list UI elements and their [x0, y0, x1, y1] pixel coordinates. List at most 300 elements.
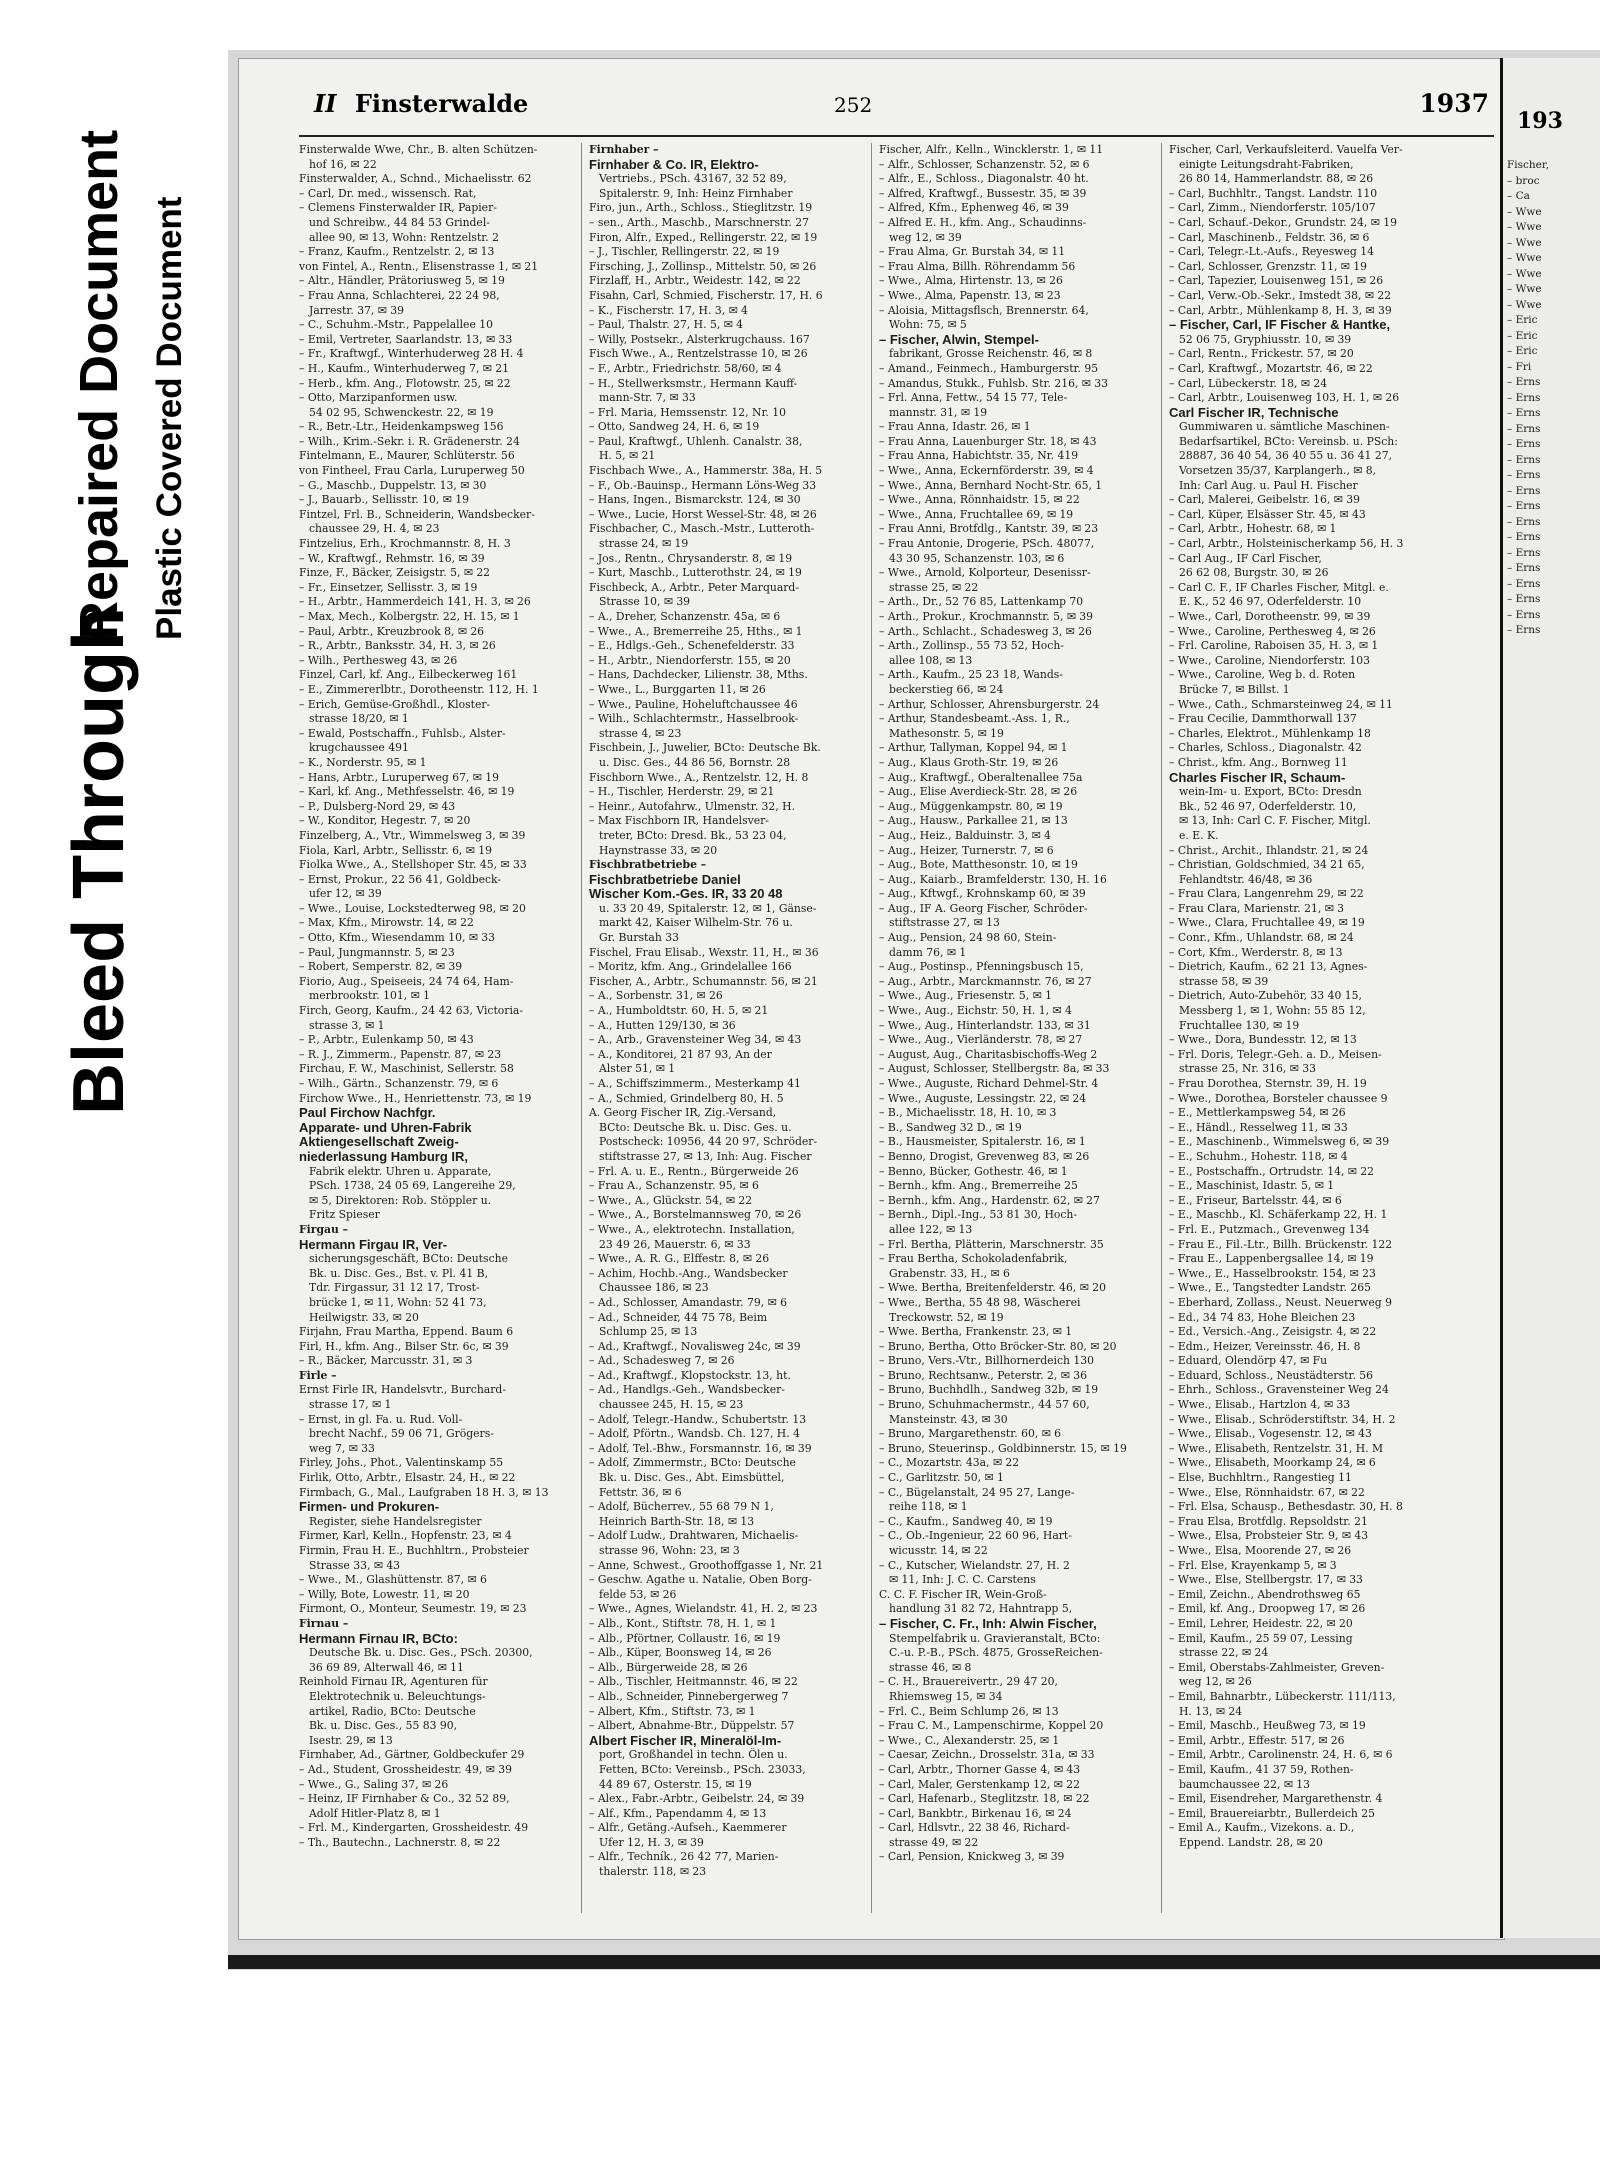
directory-entry: – Wwe., G., Saling 37, ✉ 26	[299, 1777, 449, 1791]
directory-entry: – Wwe., Dorothea, Borsteler chaussee 9	[1169, 1091, 1388, 1105]
directory-entry: – Frl. Doris, Telegr.-Geh. a. D., Meisen-	[1169, 1047, 1382, 1061]
directory-entry: Finze, F., Bäcker, Zeisigstr. 5, ✉ 22	[299, 566, 491, 580]
directory-entry: – Ed., 34 74 83, Hohe Bleichen 23	[1169, 1310, 1356, 1324]
directory-entry: Firgau –	[299, 1222, 349, 1236]
directory-entry: 26 62 08, Burgstr. 30, ✉ 26	[1179, 566, 1329, 580]
adjacent-page-line: – Erns	[1507, 577, 1541, 590]
directory-entry: – E., Maschinenb., Wimmelsweg 6, ✉ 39	[1169, 1135, 1390, 1149]
volume-number: II	[314, 89, 337, 118]
directory-entry: – Wwe., Anna, Rönnhaidstr. 15, ✉ 22	[879, 493, 1080, 507]
directory-entry: – Wilh., Krim.-Sekr. i. R. Grädenerstr. 24	[299, 434, 520, 448]
directory-entry: – Emil, Kaufm., 41 37 59, Rothen-	[1169, 1762, 1354, 1776]
directory-entry: Firjahn, Frau Martha, Eppend. Baum 6	[299, 1325, 514, 1339]
directory-entry: – Alex., Fabr.-Arbtr., Geibelstr. 24, ✉ 39	[589, 1792, 805, 1806]
directory-entry: – C., Kutscher, Wielandstr. 27, H. 2	[879, 1558, 1070, 1572]
directory-entry: – Wilh., Perthesweg 43, ✉ 26	[299, 653, 458, 667]
directory-entry: strasse 49, ✉ 22	[889, 1835, 979, 1849]
directory-entry: – Wwe., Elsa, Moorende 27, ✉ 26	[1169, 1544, 1352, 1557]
directory-entry: Jarrestr. 37, ✉ 39	[309, 303, 405, 317]
directory-entry: H. 13, ✉ 24	[1179, 1704, 1243, 1718]
directory-entry: Firnhaber –	[589, 143, 659, 156]
directory-entry: Heinrich Barth-Str. 18, ✉ 13	[599, 1514, 755, 1528]
directory-entry: Apparate- und Uhren-Fabrik	[299, 1120, 472, 1135]
directory-entry: – Cort, Kfm., Werderstr. 8, ✉ 13	[1169, 945, 1343, 959]
directory-entry: – Aug., Arbtr., Marckmannstr. 76, ✉ 27	[879, 974, 1092, 988]
directory-entry: – Jos., Rentn., Chrysanderstr. 8, ✉ 19	[589, 551, 793, 565]
directory-entry: – Bruno, Steuerinsp., Goldbinnerstr. 15, ✉ 19	[879, 1441, 1127, 1455]
directory-entry: chaussee 29, H. 4, ✉ 23	[309, 522, 440, 536]
directory-entry: Firchow Wwe., H., Henriettenstr. 73, ✉ 19	[299, 1091, 532, 1105]
directory-entry: und Schreibw., 44 84 53 Grindel-	[309, 215, 490, 229]
directory-entry: – Wwe., A. R. G., Elffestr. 8, ✉ 26	[589, 1252, 770, 1266]
directory-entry: Inh: Carl Aug. u. Paul H. Fischer	[1179, 478, 1358, 492]
adjacent-page-line: – Wwe	[1507, 205, 1542, 218]
directory-entry: Finsterwalde Wwe, Chr., B. alten Schützen-	[299, 143, 538, 156]
directory-entry: – Benno, Bücker, Gothestr. 46, ✉ 1	[879, 1164, 1068, 1178]
directory-entry: Fischbeck, A., Arbtr., Peter Marquard-	[589, 580, 799, 594]
directory-column-1	[299, 143, 571, 1913]
directory-entry: – Wwe., Elisab., Hartzlon 4, ✉ 33	[1169, 1398, 1351, 1412]
directory-entry: – Fischer, Carl, IF Fischer & Hantke,	[1169, 318, 1391, 333]
directory-entry: – Heinr., Autofahrw., Ulmenstr. 32, H.	[589, 799, 796, 813]
directory-entry: Firmont, O., Monteur, Seumestr. 19, ✉ 23	[299, 1602, 527, 1616]
scanned-page	[228, 50, 1600, 1970]
directory-entry: Aktiengesellschaft Zweig-	[299, 1135, 459, 1150]
directory-entry: – Alb., Kont., Stiftstr. 78, H. 1, ✉ 1	[589, 1616, 777, 1630]
directory-entry: – Alb., Bürgerweide 28, ✉ 26	[589, 1660, 748, 1674]
directory-entry: – Max, Kfm., Mirowstr. 14, ✉ 22	[299, 916, 474, 930]
directory-entry: – Heinz, IF Firnhaber & Co., 32 52 89,	[299, 1792, 510, 1806]
directory-entry: – Emil, Kaufm., 25 59 07, Lessing	[1169, 1631, 1353, 1645]
adjacent-page-line: – Erns	[1507, 624, 1541, 636]
directory-entry: – Conr., Kfm., Uhlandstr. 68, ✉ 24	[1169, 931, 1354, 945]
directory-entry: – Adolf Ludw., Drahtwaren, Michaelis-	[589, 1529, 799, 1543]
year: 1937	[1419, 89, 1489, 118]
directory-entry: – August, Schlosser, Stellbergstr. 8a, ✉ 33	[879, 1062, 1110, 1076]
directory-entry: Firo, jun., Arth., Schloss., Stieglitzstr. 19	[589, 201, 813, 215]
directory-entry: thalerstr. 118, ✉ 23	[599, 1865, 707, 1879]
directory-entry: Bk. u. Disc. Ges., Abt. Eimsbüttel,	[599, 1471, 785, 1485]
directory-entry: brücke 1, ✉ 11, Wohn: 52 41 73,	[309, 1295, 487, 1309]
directory-entry: – Frau Bertha, Schokoladenfabrik,	[879, 1252, 1068, 1266]
directory-entry: – Hans, Arbtr., Luruperweg 67, ✉ 19	[299, 770, 500, 784]
directory-entry: – Arthur, Schlosser, Ahrensburgerstr. 24	[879, 697, 1100, 711]
directory-entry: – Wwe., Caroline, Weg b. d. Roten	[1169, 668, 1356, 682]
directory-entry: – J., Tischler, Rellingerstr. 22, ✉ 19	[589, 245, 780, 259]
directory-entry: 54 02 95, Schwenckestr. 22, ✉ 19	[309, 405, 494, 419]
directory-entry: – Frau Anna, Schlachterei, 22 24 98,	[299, 288, 500, 302]
adjacent-page-line: – Erns	[1507, 422, 1541, 435]
adjacent-page-text	[1507, 158, 1600, 639]
directory-entry: reihe 118, ✉ 1	[889, 1500, 968, 1514]
directory-entry: – Wwe., Caroline, Perthesweg 4, ✉ 26	[1169, 624, 1376, 638]
directory-entry: Fiorio, Aug., Speiseeis, 24 74 64, Ham-	[299, 974, 514, 988]
directory-entry: – Aug., Kraftwgf., Oberaltenallee 75a	[879, 770, 1083, 784]
directory-entry: felde 53, ✉ 26	[599, 1587, 677, 1601]
directory-entry: – Bruno, Buchhdlh., Sandweg 32b, ✉ 19	[879, 1383, 1099, 1397]
directory-entry: – Wwe., Aug., Friesenstr. 5, ✉ 1	[879, 989, 1052, 1003]
directory-entry: Firmer, Karl, Kelln., Hopfenstr. 23, ✉ 4	[299, 1529, 512, 1543]
directory-entry: Tdr. Firgassur, 31 12 17, Trost-	[309, 1281, 480, 1295]
directory-entry: C. C. F. Fischer IR, Wein-Groß-	[879, 1587, 1047, 1601]
directory-entry: – Aug., Elise Averdieck-Str. 28, ✉ 26	[879, 785, 1078, 799]
directory-entry: Albert Fischer IR, Mineralöl-Im-	[589, 1733, 782, 1748]
directory-entry: Fischer, A., Arbtr., Schumannstr. 56, ✉ 21	[589, 974, 818, 988]
directory-entry: – Alfr., E., Schloss., Diagonalstr. 40 ht.	[879, 172, 1089, 186]
directory-entry: PSch. 1738, 24 05 69, Langereihe 29,	[309, 1179, 516, 1193]
directory-entry: – Alfr., Techník., 26 42 77, Marien-	[589, 1850, 779, 1864]
bleed-through-label: Bleed Through	[59, 607, 139, 1115]
directory-entry: Alster 51, ✉ 1	[599, 1062, 676, 1076]
directory-entry: – Emil, kf. Ang., Droopweg 17, ✉ 26	[1169, 1602, 1366, 1616]
directory-entry: – C., Garlitzstr. 50, ✉ 1	[879, 1471, 1004, 1485]
directory-entry: – Emil, Brauereiarbtr., Bullerdeich 25	[1169, 1806, 1375, 1820]
page-number: 252	[834, 93, 873, 117]
directory-entry: von Fintheel, Frau Carla, Luruperweg 50	[299, 464, 525, 478]
directory-entry: Fisch Wwe., A., Rentzelstrasse 10, ✉ 26	[589, 347, 808, 361]
directory-entry: – Ehrh., Schloss., Gravensteiner Weg 24	[1169, 1383, 1389, 1397]
directory-entry: – Frau A., Schanzenstr. 95, ✉ 6	[589, 1179, 759, 1193]
directory-entry: – B., Michaelisstr. 18, H. 10, ✉ 3	[879, 1106, 1057, 1120]
directory-entry: Bk., 52 46 97, Oderfelderstr. 10,	[1179, 799, 1357, 813]
directory-entry: Firnhaber & Co. IR, Elektro-	[589, 157, 759, 172]
directory-entry: – Hans, Dachdecker, Lilienstr. 38, Mths.	[589, 668, 808, 682]
directory-entry: – Emil, Zeichn., Abendrothsweg 65	[1169, 1587, 1361, 1601]
adjacent-page-line: – Eric	[1507, 329, 1538, 342]
directory-entry: – Frl. E., Putzmach., Grevenweg 134	[1169, 1222, 1370, 1236]
directory-entry: – Wwe., M., Glashüttenstr. 87, ✉ 6	[299, 1573, 487, 1587]
directory-entry: – Christ., kfm. Ang., Bornweg 11	[1169, 755, 1348, 769]
directory-entry: – Caesar, Zeichn., Drosselstr. 31a, ✉ 33	[879, 1748, 1095, 1762]
directory-entry: Deutsche Bk. u. Disc. Ges., PSch. 20300,	[309, 1646, 533, 1660]
adjacent-page-year: 193	[1517, 108, 1563, 134]
directory-entry: – Wwe., A., Borstelmannsweg 70, ✉ 26	[589, 1208, 802, 1222]
directory-entry: weg 7, ✉ 33	[309, 1441, 375, 1455]
directory-entry: – Clemens Finsterwalder IR, Papier-	[299, 201, 497, 215]
directory-entry: – Bernh., Dipl.-Ing., 53 81 30, Hoch-	[879, 1208, 1078, 1222]
directory-entry: ✉ 13, Inh: Carl C. F. Fischer, Mitgl.	[1179, 814, 1371, 828]
header-left	[314, 89, 528, 118]
directory-entry: strasse 58, ✉ 39	[1179, 974, 1269, 988]
directory-entry: ✉ 11, Inh: J. C. C. Carstens	[889, 1573, 1036, 1587]
directory-entry: strasse 96, Wohn: 23, ✉ 3	[599, 1544, 740, 1557]
directory-entry: – P., Arbtr., Eulenkamp 50, ✉ 43	[299, 1033, 474, 1047]
directory-entry: – Carl, Schauf.-Dekor., Grundstr. 24, ✉ 19	[1169, 215, 1397, 229]
directory-entry: – Wwe., Elisab., Schröderstiftstr. 34, H. 2	[1169, 1412, 1396, 1426]
directory-entry: treter, BCto: Dresd. Bk., 53 23 04,	[599, 828, 787, 842]
directory-entry: – Wwe., Else, Stellbergstr. 17, ✉ 33	[1169, 1573, 1363, 1587]
directory-entry: – Alb., Küper, Boonsweg 14, ✉ 26	[589, 1646, 772, 1660]
directory-entry: – Alb., Tischler, Heitmannstr. 46, ✉ 22	[589, 1675, 798, 1689]
directory-entry: – A., Sorbenstr. 31, ✉ 26	[589, 989, 723, 1003]
directory-entry: Firchau, F. W., Maschinist, Sellerstr. 58	[299, 1062, 514, 1076]
directory-entry: – Charles, Schloss., Diagonalstr. 42	[1169, 741, 1362, 755]
directory-entry: Finzelberg, A., Vtr., Wimmelsweg 3, ✉ 39	[299, 828, 526, 842]
directory-entry: Messberg 1, ✉ 1, Wohn: 55 85 12,	[1179, 1004, 1366, 1018]
directory-entry: – F., Arbtr., Friedrichstr. 58/60, ✉ 4	[589, 361, 782, 375]
directory-entry: Fiolka Wwe., A., Stellshoper Str. 45, ✉ 33	[299, 858, 527, 872]
directory-entry: wicusstr. 14, ✉ 22	[889, 1544, 988, 1557]
directory-entry: handlung 31 82 72, Hahntrapp 5,	[889, 1602, 1073, 1616]
directory-entry: stiftstrasse 27, ✉ 13, Inh: Aug. Fischer	[599, 1149, 812, 1163]
directory-column-4	[1169, 143, 1441, 1913]
scanner-edge-bar	[228, 1955, 1600, 1969]
directory-entry: Firmin, Frau H. E., Buchhltrn., Probsteier	[299, 1544, 529, 1557]
directory-entry: – Th., Bautechn., Lachnerstr. 8, ✉ 22	[299, 1835, 501, 1849]
adjacent-page-line: – Erns	[1507, 608, 1541, 621]
directory-entry: – Carl, Pension, Knickweg 3, ✉ 39	[879, 1850, 1065, 1864]
adjacent-page-line: – Erns	[1507, 500, 1541, 512]
directory-entry: – E., Hdlgs.-Geh., Schenefelderstr. 33	[589, 639, 795, 653]
directory-entry: Mansteinstr. 43, ✉ 30	[889, 1412, 1008, 1426]
directory-entry: – Christ., Archit., Ihlandstr. 21, ✉ 24	[1169, 843, 1369, 857]
directory-entry: – Adolf, Tel.-Bhw., Forsmannstr. 16, ✉ 39	[589, 1441, 812, 1455]
directory-entry: – Erich, Gemüse-Großhdl., Kloster-	[299, 697, 491, 711]
directory-entry: – H., Tischler, Herderstr. 29, ✉ 21	[589, 785, 775, 799]
directory-entry: Vertriebs., PSch. 43167, 32 52 89,	[599, 172, 787, 186]
directory-entry: Brücke 7, ✉ Billst. 1	[1179, 682, 1290, 696]
directory-entry: – Arth., Prokur., Krochmannstr. 5, ✉ 39	[879, 610, 1094, 623]
directory-entry: – Emil, Arbtr., Effestr. 517, ✉ 26	[1169, 1733, 1345, 1747]
directory-entry: – Wwe., C., Alexanderstr. 25, ✉ 1	[879, 1733, 1060, 1747]
directory-entry: sicherungsgeschäft, BCto: Deutsche	[309, 1252, 508, 1266]
directory-entry: – Alfred, Kraftwgf., Bussestr. 35, ✉ 39	[879, 186, 1087, 200]
directory-entry: – K., Fischerstr. 17, H. 3, ✉ 4	[589, 303, 748, 317]
directory-entry: Firley, Johs., Phot., Valentinskamp 55	[299, 1456, 504, 1470]
directory-entry: – H., Arbtr., Niendorferstr. 155, ✉ 20	[589, 653, 791, 667]
directory-entry: – Aug., Kftwgf., Krohnskamp 60, ✉ 39	[879, 887, 1086, 901]
directory-entry: artikel, Radio, BCto: Deutsche	[309, 1704, 476, 1718]
directory-entry: – Paul, Arbtr., Kreuzbrook 8, ✉ 26	[299, 624, 485, 638]
header-rule	[299, 135, 1494, 137]
directory-entry: – Ad., Kraftwgf., Novalisweg 24c, ✉ 39	[589, 1339, 801, 1353]
directory-column-2	[589, 143, 861, 1913]
directory-entry: ✉ 5, Direktoren: Rob. Stöppler u.	[309, 1193, 492, 1207]
directory-entry: – Wwe., Else, Rönnhaidstr. 67, ✉ 22	[1169, 1485, 1365, 1499]
directory-entry: Fetten, BCto: Vereinsb., PSch. 23033,	[599, 1762, 806, 1776]
adjacent-page-line: – Ca	[1507, 190, 1530, 202]
directory-entry: – Carl, Malerei, Geibelstr. 16, ✉ 39	[1169, 493, 1360, 507]
directory-entry: – Frau Clara, Marienstr. 21, ✉ 3	[1169, 901, 1345, 915]
adjacent-page-line: – Erns	[1507, 391, 1541, 404]
directory-entry: markt 42, Kaiser Wilhelm-Str. 76 u.	[599, 916, 793, 930]
directory-entry: u. 33 20 49, Spitalerstr. 12, ✉ 1, Gänse-	[599, 901, 817, 915]
directory-entry: Charles Fischer IR, Schaum-	[1169, 770, 1346, 785]
directory-entry: strasse 25, Nr. 316, ✉ 33	[1179, 1062, 1316, 1076]
directory-entry: – Frau Alma, Billh. Röhrendamm 56	[879, 259, 1076, 273]
directory-entry: – Alf., Kfm., Papendamm 4, ✉ 13	[589, 1806, 767, 1820]
directory-entry: Carl Fischer IR, Technische	[1169, 405, 1339, 420]
directory-entry: Fischer, Alfr., Kelln., Wincklerstr. 1, ✉ 11	[879, 143, 1104, 156]
directory-entry: – Alfr., Getäng.-Aufseh., Kaemmerer	[589, 1821, 787, 1835]
directory-entry: – Bernh., kfm. Ang., Bremerreihe 25	[879, 1179, 1078, 1193]
adjacent-page-line: – Erns	[1507, 407, 1541, 419]
directory-entry: Treckowstr. 52, ✉ 19	[889, 1310, 1004, 1324]
directory-entry: Hermann Firnau IR, BCto:	[299, 1631, 458, 1646]
directory-entry: – Bernh., kfm. Ang., Hardenstr. 62, ✉ 27	[879, 1193, 1100, 1207]
directory-entry: – Paul, Kraftwgf., Uhlenh. Canalstr. 38,	[589, 434, 803, 448]
directory-entry: – Bruno, Schuhmachermstr., 44 57 60,	[879, 1398, 1090, 1412]
directory-entry: – Robert, Semperstr. 82, ✉ 39	[299, 960, 463, 974]
directory-entry: merbrookstr. 101, ✉ 1	[309, 989, 430, 1003]
directory-entry: chaussee 245, H. 15, ✉ 23	[599, 1398, 744, 1412]
directory-entry: Hermann Firgau IR, Ver-	[299, 1237, 448, 1252]
directory-entry: – Wwe., Dora, Bundesstr. 12, ✉ 13	[1169, 1033, 1357, 1047]
adjacent-page-line: – Wwe	[1507, 252, 1542, 264]
directory-entry: Gummiwaren u. sämtliche Maschinen-	[1179, 420, 1390, 434]
directory-entry: – Fischer, C. Fr., Inh: Alwin Fischer,	[879, 1616, 1097, 1631]
directory-entry: Adolf Hitler-Platz 8, ✉ 1	[309, 1806, 441, 1820]
directory-entry: Firnau –	[299, 1616, 349, 1630]
directory-entry: – Wwe., Bertha, 55 48 98, Wäscherei	[879, 1295, 1081, 1309]
directory-entry: allee 90, ✉ 13, Wohn: Rentzelstr. 2	[309, 230, 500, 244]
adjacent-page-line: – Erns	[1507, 438, 1541, 450]
directory-entry: – Bruno, Vers.-Vtr., Billhornerdeich 130	[879, 1354, 1095, 1368]
directory-entry: – Frl. Bertha, Plätterin, Marschnerstr. 35	[879, 1237, 1104, 1251]
directory-entry: strasse 24, ✉ 19	[599, 537, 689, 551]
directory-entry: – Aug., Pension, 24 98 60, Stein-	[879, 931, 1057, 945]
directory-entry: – Frau Antonie, Drogerie, PSch. 48077,	[879, 537, 1095, 551]
adjacent-page-line: – Erns	[1507, 515, 1541, 528]
directory-entry: Fischel, Frau Elisab., Wexstr. 11, H., ✉ 36	[589, 945, 819, 959]
directory-entry: – Edm., Heizer, Vereinsstr. 46, H. 8	[1169, 1339, 1361, 1353]
directory-entry: – Wwe., Arnold, Kolporteur, Desenissr-	[879, 566, 1091, 580]
directory-entry: – Aloisia, Mittagsflsch, Brennerstr. 64,	[879, 303, 1089, 317]
directory-entry: – Paul, Thalstr. 27, H. 5, ✉ 4	[589, 318, 744, 332]
directory-entry: – J., Bauarb., Sellisstr. 10, ✉ 19	[299, 493, 469, 507]
directory-entry: – Ad., Schlosser, Amandastr. 79, ✉ 6	[589, 1295, 787, 1309]
directory-entry: Bedarfsartikel, BCto: Vereinsb. u. PSch:	[1179, 434, 1398, 448]
directory-entry: Fintzelius, Erh., Krochmannstr. 8, H. 3	[299, 537, 511, 551]
directory-entry: Ufer 12, H. 3, ✉ 39	[599, 1835, 704, 1849]
directory-entry: – Ad., Handlgs.-Geh., Wandsbecker-	[589, 1383, 785, 1397]
column-divider	[1161, 143, 1162, 1913]
adjacent-page-line: – Erns	[1507, 484, 1541, 497]
directory-entry: – Ernst, in gl. Fa. u. Rud. Voll-	[299, 1412, 463, 1426]
directory-entry: strasse 4, ✉ 23	[599, 726, 682, 740]
directory-entry: port, Großhandel in techn. Ölen u.	[599, 1748, 788, 1762]
directory-entry: 43 30 95, Schanzenstr. 103, ✉ 6	[889, 551, 1065, 565]
directory-entry: 52 06 75, Gryphiusstr. 10, ✉ 39	[1179, 332, 1352, 346]
directory-entry: Firmen- und Prokuren-	[299, 1500, 440, 1515]
column-divider	[871, 143, 872, 1913]
directory-entry: – C., Bügelanstalt, 24 95 27, Lange-	[879, 1485, 1075, 1499]
directory-entry: – Frau Elsa, Brotfdlg. Repsoldstr. 21	[1169, 1514, 1368, 1528]
directory-entry: Fabrik elektr. Uhren u. Apparate,	[309, 1164, 492, 1178]
directory-entry: – G., Maschb., Duppelstr. 13, ✉ 30	[299, 478, 487, 492]
directory-entry: Firsching, J., Zollinsp., Mittelstr. 50, ✉ 26	[589, 259, 817, 273]
directory-entry: krugchaussee 491	[309, 741, 409, 755]
directory-entry: – Otto, Marzipanformen usw.	[299, 391, 458, 405]
directory-entry: – Frau E., Lappenbergsallee 14, ✉ 19	[1169, 1252, 1374, 1266]
directory-entry: Paul Firchow Nachfgr.	[299, 1106, 436, 1121]
directory-entry: – Ewald, Postschaffn., Fuhlsb., Alster-	[299, 726, 506, 740]
adjacent-page-line: – Erns	[1507, 469, 1541, 481]
directory-entry: ufer 12, ✉ 39	[309, 887, 382, 901]
directory-entry: – A., Humboldtstr. 60, H. 5, ✉ 21	[589, 1004, 769, 1018]
directory-entry: – Aug., Hausw., Parkallee 21, ✉ 13	[879, 814, 1068, 828]
directory-entry: Heilwigstr. 33, ✉ 20	[309, 1310, 419, 1324]
directory-entry: – Carl, Maschinenb., Feldstr. 36, ✉ 6	[1169, 230, 1370, 244]
directory-entry: – Carl, Schlosser, Grenzstr. 11, ✉ 19	[1169, 259, 1368, 273]
directory-entry: – Wwe., Lucie, Horst Wessel-Str. 48, ✉ 26	[589, 507, 817, 521]
directory-entry: – Frau Anna, Lauenburger Str. 18, ✉ 43	[879, 434, 1097, 448]
adjacent-page-line: – Erns	[1507, 531, 1541, 543]
directory-entry: – Wwe., Cath., Schmarsteinweg 24, ✉ 11	[1169, 697, 1393, 711]
directory-entry: – Frau Clara, Langenrehm 29, ✉ 22	[1169, 887, 1364, 901]
directory-entry: von Fintel, A., Rentn., Elisenstrasse 1, ✉ 21	[299, 259, 539, 273]
directory-entry: – Frl. M., Kindergarten, Grossheidestr. 49	[299, 1821, 529, 1835]
directory-entry: – A., Schmied, Grindelberg 80, H. 5	[589, 1091, 784, 1105]
directory-entry: Fruchtallee 130, ✉ 19	[1179, 1018, 1300, 1032]
directory-entry: – Emil, Oberstabs-Zahlmeister, Greven-	[1169, 1660, 1385, 1674]
directory-entry: – Wwe., Clara, Fruchtallee 49, ✉ 19	[1169, 916, 1365, 930]
directory-entry: – W., Kraftwgf., Rehmstr. 16, ✉ 39	[299, 551, 485, 565]
directory-entry: – Christian, Goldschmied, 34 21 65,	[1169, 858, 1365, 872]
directory-entry: – Amandus, Stukk., Fuhlsb. Str. 216, ✉ 33	[879, 376, 1109, 390]
directory-entry: Haynstrasse 33, ✉ 20	[599, 843, 718, 857]
directory-entry: – Wwe., Carl, Dorotheenstr. 99, ✉ 39	[1169, 610, 1371, 623]
directory-entry: Firlik, Otto, Arbtr., Elsastr. 24, H., ✉ 22	[299, 1471, 516, 1485]
adjacent-page-line: – Erns	[1507, 376, 1541, 388]
directory-entry: Strasse 33, ✉ 43	[309, 1558, 401, 1572]
directory-entry: – Carl, Hafenarb., Steglitzstr. 18, ✉ 22	[879, 1792, 1090, 1806]
directory-entry: Mathesonstr. 5, ✉ 19	[889, 726, 1004, 740]
directory-entry: – Max, Mech., Kolbergstr. 22, H. 15, ✉ 1	[299, 610, 520, 623]
adjacent-page-line: – Erns	[1507, 593, 1541, 605]
directory-entry: – Frl. A. u. E., Rentn., Bürgerweide 26	[589, 1164, 799, 1178]
directory-entry: – E., Schuhm., Hohestr. 118, ✉ 4	[1169, 1149, 1348, 1163]
directory-entry: – Alb., Pförtner, Collaustr. 16, ✉ 19	[589, 1631, 781, 1645]
directory-entry: – Aug., Klaus Groth-Str. 19, ✉ 26	[879, 755, 1059, 769]
directory-entry: – Fr., Einsetzer, Sellisstr. 3, ✉ 19	[299, 580, 478, 594]
directory-entry: 23 49 26, Mauerstr. 6, ✉ 33	[599, 1237, 751, 1251]
directory-entry: Fintzel, Frl. B., Schneiderin, Wandsbecker-	[299, 507, 535, 521]
directory-entry: Schlump 25, ✉ 13	[599, 1325, 698, 1339]
directory-entry: Chaussee 186, ✉ 23	[599, 1281, 709, 1295]
directory-entry: – Carl, Arbtr., Louisenweg 103, H. 1, ✉ 26	[1169, 391, 1400, 405]
directory-entry: A. Georg Fischer IR, Zig.-Versand,	[589, 1106, 777, 1120]
directory-entry: – Franz, Kaufm., Rentzelstr. 2, ✉ 13	[299, 245, 495, 259]
directory-entry: – Wwe., Aug., Hinterlandstr. 133, ✉ 31	[879, 1018, 1091, 1032]
directory-entry: Firmbach, G., Mal., Laufgraben 18 H. 3, ✉ 13	[299, 1485, 549, 1499]
directory-entry: – Carl, Arbtr., Thorner Gasse 4, ✉ 43	[879, 1762, 1081, 1776]
directory-entry: – Carl, Arbtr., Mühlenkamp 8, H. 3, ✉ 39	[1169, 303, 1392, 317]
directory-entry: – Carl, Küper, Elsässer Str. 45, ✉ 43	[1169, 507, 1366, 521]
directory-entry: Bk. u. Disc. Ges., 55 83 90,	[309, 1719, 458, 1733]
directory-entry: – Adolf, Telegr.-Handw., Schubertstr. 13	[589, 1412, 807, 1426]
directory-entry: – Ad., Student, Grossheidestr. 49, ✉ 39	[299, 1762, 512, 1776]
directory-entry: – Frau E., Fil.-Ltr., Billh. Brückenstr. 122	[1169, 1237, 1393, 1251]
directory-entry: – E., Friseur, Bartelsstr. 44, ✉ 6	[1169, 1193, 1342, 1207]
directory-entry: – Adolf, Pförtn., Wandsb. Ch. 127, H. 4	[589, 1427, 800, 1441]
directory-entry: – Max Fischborn IR, Handelsver-	[589, 814, 769, 828]
directory-entry: – sen., Arth., Maschb., Marschnerstr. 27	[589, 215, 809, 229]
adjacent-page-line: – Eric	[1507, 345, 1538, 357]
directory-entry: – Kurt, Maschb., Lutterothstr. 24, ✉ 19	[589, 566, 802, 580]
directory-entry: – Else, Buchhltrn., Rangestieg 11	[1169, 1471, 1352, 1485]
directory-entry: – A., Arb., Gravensteiner Weg 34, ✉ 43	[589, 1033, 802, 1047]
directory-entry: – Ed., Versich.-Ang., Zeisigstr. 4, ✉ 22	[1169, 1325, 1377, 1339]
directory-entry: – Carl, Tapezier, Louisenweg 151, ✉ 26	[1169, 274, 1384, 288]
directory-entry: – Arth., Dr., 52 76 85, Lattenkamp 70	[879, 595, 1084, 609]
directory-entry: – Aug., Müggenkampstr. 80, ✉ 19	[879, 799, 1063, 813]
directory-entry: – Arth., Schlacht., Schadesweg 3, ✉ 26	[879, 624, 1092, 638]
directory-entry: mann-Str. 7, ✉ 33	[599, 391, 696, 405]
directory-entry: Fischbratbetriebe –	[589, 858, 707, 872]
directory-entry: – Carl, Verw.-Ob.-Sekr., Imstedt 38, ✉ 22	[1169, 288, 1392, 302]
page-header	[314, 89, 1489, 129]
